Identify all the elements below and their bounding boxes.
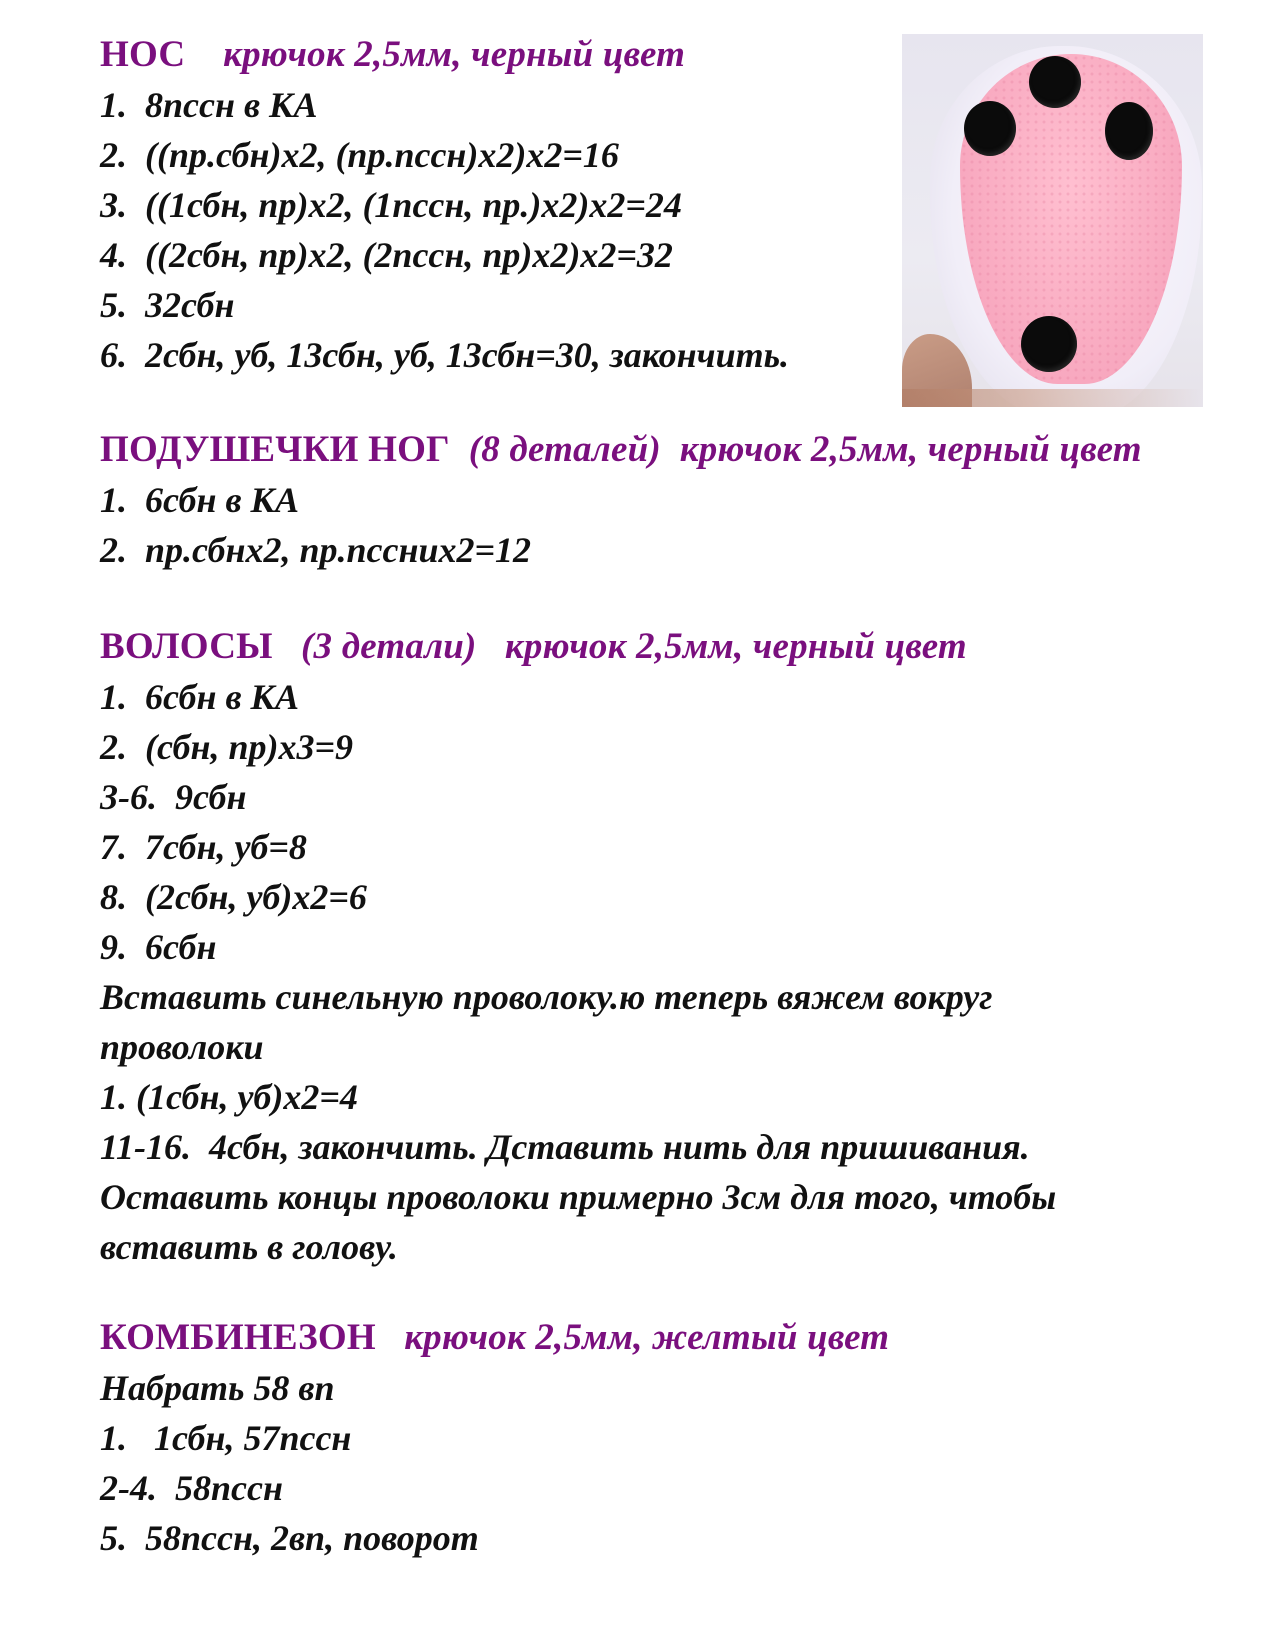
pattern-row: 1. 8пссн в КА [100, 85, 318, 125]
section-overalls [100, 1313, 889, 1563]
pattern-row: 6. 2сбн, уб, 13сбн, уб, 13сбн=30, закончить. [100, 335, 790, 375]
section-details: (8 деталей) [468, 429, 661, 470]
section-heading [100, 1313, 889, 1363]
photo-hand-bottom [902, 389, 1203, 407]
section-details: (3 детали) [301, 626, 477, 667]
pattern-row: 9. 6сбн [100, 927, 217, 967]
pattern-row: 2. (сбн, пр)х3=9 [100, 727, 353, 767]
section-paw-pads [100, 425, 1142, 575]
section-hair [100, 622, 1056, 1272]
photo-heel-dot [1021, 316, 1077, 372]
section-tool: крючок 2,5мм, черный цвет [504, 626, 967, 667]
pattern-note: Вставить синельную проволоку.ю теперь вяжем вокруг [100, 977, 993, 1017]
pattern-row: 3. ((1сбн, пр)х2, (1пссн, пр.)х2)х2=24 [100, 185, 682, 225]
section-title: НОС [100, 34, 186, 75]
pattern-row: 11-16. 4сбн, закончить. Дставить нить для пришивания. [100, 1127, 1030, 1167]
section-tool: крючок 2,5мм, желтый цвет [404, 1317, 890, 1358]
pattern-note: проволоки [100, 1027, 264, 1067]
pattern-row: 1. (1сбн, уб)х2=4 [100, 1077, 358, 1117]
section-title: ПОДУШЕЧКИ НОГ [100, 429, 450, 470]
pattern-row: 8. (2сбн, уб)х2=6 [100, 877, 367, 917]
paw-pad-photo [902, 34, 1203, 407]
section-title: ВОЛОСЫ [100, 626, 273, 667]
pattern-row: 2-4. 58пссн [100, 1468, 283, 1508]
pattern-row: Набрать 58 вп [100, 1368, 335, 1408]
photo-toe-dot [1105, 102, 1153, 160]
section-title: КОМБИНЕЗОН [100, 1317, 376, 1358]
pattern-row: 4. ((2сбн, пр)х2, (2пссн, пр)х2)х2=32 [100, 235, 673, 275]
pattern-note: Оставить концы проволоки примерно 3см для того, чтобы [100, 1177, 1057, 1217]
pattern-row: 1. 1сбн, 57пссн [100, 1418, 352, 1458]
pattern-row: 5. 32сбн [100, 285, 235, 325]
pattern-row: 2. ((пр.сбн)х2, (пр.пссн)х2)х2=16 [100, 135, 619, 175]
pattern-row: 5. 58пссн, 2вп, поворот [100, 1518, 479, 1558]
section-heading [100, 425, 1142, 475]
section-heading [100, 622, 1056, 672]
section-nose [100, 30, 789, 380]
pattern-row: 2. пр.сбнх2, пр.пссних2=12 [100, 530, 531, 570]
section-heading [100, 30, 789, 80]
section-tool: крючок 2,5мм, черный цвет [679, 429, 1142, 470]
pattern-note: вставить в голову. [100, 1227, 398, 1267]
pattern-row: 1. 6сбн в КА [100, 480, 299, 520]
section-tool: крючок 2,5мм, черный цвет [223, 34, 686, 75]
pattern-row: 3-6. 9сбн [100, 777, 247, 817]
photo-toe-dot [964, 101, 1016, 156]
pattern-row: 7. 7сбн, уб=8 [100, 827, 307, 867]
photo-toe-dot [1029, 56, 1081, 108]
pattern-row: 1. 6сбн в КА [100, 677, 299, 717]
